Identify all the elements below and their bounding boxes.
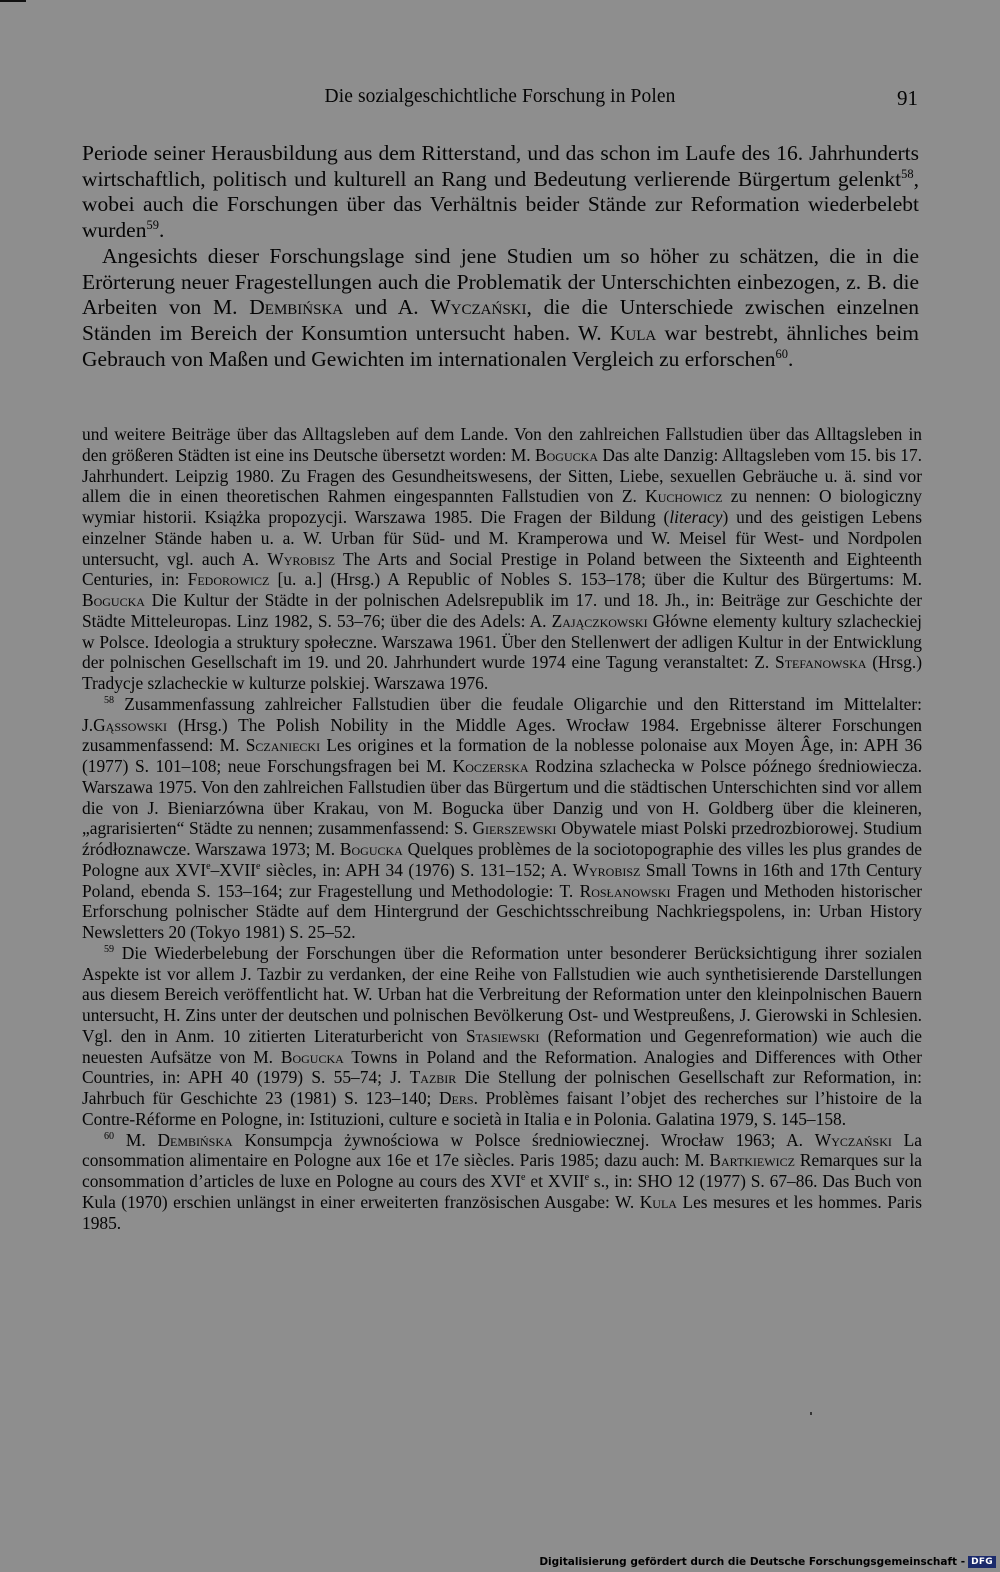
italic-term: literacy — [669, 507, 723, 527]
scan-artifact-mark — [810, 1412, 812, 1415]
footnote-ref-58[interactable]: 58 — [901, 166, 914, 181]
footnote-number: 58 — [104, 694, 115, 706]
footnote-number: 59 — [104, 943, 115, 955]
main-paragraph-1: Periode seiner Herausbildung aus dem Ritterstand, und das schon im Laufe des 16. Jahrhunderts wirtschaftlich, politisch und kulturell an Rang und Bedeutung verlierende Bürgertum gelenkt$^{58}$, wobei auch die Forschungen über das Verhältnis beider Stände zur Reformation wiederbelebt wurden$^{59}$. — [82, 141, 919, 243]
author-name: Stefanowska — [775, 652, 867, 673]
running-title: Die sozialgeschichtliche Forschung in Polen — [324, 86, 676, 107]
author-name: Bogucka — [82, 590, 145, 610]
author-name: Bartkiewicz — [709, 1150, 795, 1171]
digitization-credit — [539, 1556, 996, 1568]
dfg-logo-icon[interactable]: DFG — [968, 1556, 996, 1568]
page-number: 91 — [897, 86, 918, 110]
author-name: Sczaniecki — [245, 735, 321, 756]
author-name: Gąssowski — [93, 714, 168, 735]
footnotes — [82, 424, 922, 1233]
author-name: Kuchowicz — [645, 486, 723, 507]
scan-corner-mark — [0, 0, 26, 2]
author-name: Ders — [438, 1088, 474, 1108]
author-name: Koczerska — [452, 756, 529, 776]
author-name: Kula — [609, 320, 657, 345]
author-name: Stasiewski — [466, 1025, 540, 1046]
author-name: Gierszewski — [472, 818, 557, 839]
author-name: Tazbir — [409, 1067, 457, 1088]
author-name: Fedorowicz — [187, 569, 270, 590]
main-text — [82, 141, 919, 372]
footnote-number: 60 — [104, 1130, 115, 1142]
footnote-60: $^{60}$ M. Dembińska Konsumpcja żywnościowa w Polsce średniowiecznej. Wrocław 1963; A. Wyczański La consommation alimentaire en Pologne aux 16e et 17e siècles. Paris 1985; dazu auch: M. Bartkiewicz Remarques sur la consommation d’articles de luxe en Pologne au cours des XVIe et XVIIe s., in: SHO 12 (1977) S. 67–86. Das Buch von Kula (1970) erschien unlängst in einer erweiterten französischen Ausgabe: W. Kula Les mesures et les hommes. Paris 1985. — [82, 1129, 922, 1233]
author-name: Wyczański — [814, 1129, 892, 1150]
author-name: Wyrobisz — [572, 859, 641, 880]
footnote-continuation: und weitere Beiträge über das Alltagsleben auf dem Lande. Von den zahlreichen Fallstudien über das Alltagsleben in den größeren Städten ist eine ins Deutsche übersetzt worden: M. Bogucka Das alte Danzig: Alltagsleben vom 15. bis 17. Jahrhundert. Leipzig 1980. Zu Fragen des Gesundheitswesens, der Sitten, Liebe, sexuellen Gebräuche u. ä. sind vor allem die in einen theoretischen Rahmen eingespannten Fallstudien von Z. Kuchowicz zu nennen: O biologiczny wymiar historii. Książka propozycji. Warszawa 1985. Die Fragen der Bildung (literacy) und des geistigen Lebens einzelner Stände haben u. a. W. Urban für Süd- und M. Kramperowa und W. Meisel für West- und Nordpolen untersucht, vgl. auch A. Wyrobisz The Arts and Social Prestige in Poland between the Sixteenth and Eighteenth Centuries, in: Fedorowicz [u. a.] (Hrsg.) A Republic of Nobles S. 153–178; über die Kultur des Bürgertums: M. Bogucka Die Kultur der Städte in der polnischen Adelsrepublik im 17. und 18. Jh., in: Beiträge zur Geschichte der Städte Mitteleuropas. Linz 1982, S. 53–76; über die des Adels: A. Zajączkowski Główne elementy kultury szlacheckiej w Polsce. Ideologia a struktury społeczne. Warszawa 1961. Über den Stellenwert der adligen Kultur in der Entwicklung der polnischen Gesellschaft im 19. und 20. Jahrhundert wurde 1974 eine Tagung veranstaltet: Z. Stefanowska (Hrsg.) Tradycje szlacheckie w kulturze polskiej. Warszawa 1976. — [82, 424, 923, 693]
author-name: Bogucka — [535, 444, 598, 465]
footnote-59: $^{59}$ Die Wiederbelebung der Forschungen über die Reformation unter besonderer Berücksichtigung ihrer sozialen Aspekte ist vor allem J. Tazbir zu verdanken, der eine Reihe von Fallstudien wie auch synthetisierende Darstellungen aus diesem Bereich veröffentlicht hat. W. Urban hat die Verbreitung der Reformation unter den kleinpolnischen Bauern untersucht, H. Zins unter der deutschen und polnischen Bevölkerung Ost- und Westpreußens, J. Gierowski in Schlesien. Vgl. den in Anm. 10 zitierten Literaturbericht von Stasiewski (Reformation und Gegenreformation) wie auch die neuesten Aufsätze von M. Bogucka Towns in Poland and the Reformation. Analogies and Differences with Other Countries, in: APH 40 (1979) S. 55–74; J. Tazbir Die Stellung der polnischen Gesellschaft zur Reformation, in: Jahrbuch für Geschichte 23 (1981) S. 123–140; Ders. Problèmes faisant l’objet des recherches sur l’histoire de la Contre-Réforme en Pologne, in: Istituzioni, culture e società in Italia e in Polonia. Galatina 1979, S. 145–158. — [82, 942, 922, 1129]
author-name: Kula — [639, 1191, 677, 1212]
main-paragraph-2: Angesichts dieser Forschungslage sind jene Studien um so höher zu schätzen, die in die Erörterung neuer Fragestellungen auch die Problematik der Unterschichten einbezogen, z. B. die Arbeiten von M. Dembińska und A. Wyczański, die die Unterschiede zwischen einzelnen Ständen im Bereich der Konsumtion untersucht haben. W. Kula war bestrebt, ähnliches beim Gebrauch von Maßen und Gewichten im internationalen Vergleich zu erforschen$^{60}$. — [82, 243, 919, 371]
author-name: Rosłanowski — [579, 880, 671, 901]
footnote-ref-59[interactable]: 59 — [146, 217, 159, 232]
author-name: Dembińska — [157, 1129, 233, 1150]
author-name: Wyczański — [430, 295, 527, 320]
credit-text: Digitalisierung gefördert durch die Deutsche Forschungsgemeinschaft - — [539, 1556, 966, 1568]
author-name: Dembińska — [249, 295, 344, 320]
footnote-ref-60[interactable]: 60 — [775, 346, 789, 361]
author-name: Bogucka — [280, 1046, 344, 1067]
footnote-58: $^{58}$ Zusammenfassung zahlreicher Fallstudien über die feudale Oligarchie und den Ritterstand im Mittelalter: J.Gąssowski (Hrsg.) The Polish Nobility in the Middle Ages. Wrocław 1984. Ergebnisse älterer Forschungen zusammenfassend: M. Sczaniecki Les origines et la formation de la noblesse polonaise aux Moyen Âge, in: APH 36 (1977) S. 101–108; neue Forschungsfragen bei M. Koczerska Rodzina szlachecka w Polsce późnego średniowiecza. Warszawa 1975. Von den zahlreichen Fallstudien über das Bürgertum und die städtischen Unterschichten sind vor allem die von J. Bieniarzówna über Krakau, von M. Bogucka über Danzig und von H. Goldberg über die kleineren, „agrarisierten“ Städte zu nennen; zusammenfassend: S. Gierszewski Obywatele miast Polski przedrozbiorowej. Studium źródłoznawcze. Warszawa 1973; M. Bogucka Quelques problèmes de la sociotopographie des villes les plus grandes de Pologne aux XVIe–XVIIe siècles, in: APH 34 (1976) S. 131–152; A. Wyrobisz Small Towns in 16th and 17th Century Poland, ebenda S. 153–164; zur Fragestellung und Methodologie: T. Rosłanowski Fragen und Methoden historischer Erforschung polnischer Städte auf dem Hintergrund der Geschichtsschreibung Nachkriegspolens, in: Urban History Newsletters 20 (Tokyo 1981) S. 25–52. — [82, 693, 923, 942]
running-head — [82, 86, 918, 112]
author-name: Wyrobisz — [267, 548, 336, 569]
author-name: Zajączkowski — [551, 610, 648, 631]
author-name: Bogucka — [339, 839, 403, 859]
